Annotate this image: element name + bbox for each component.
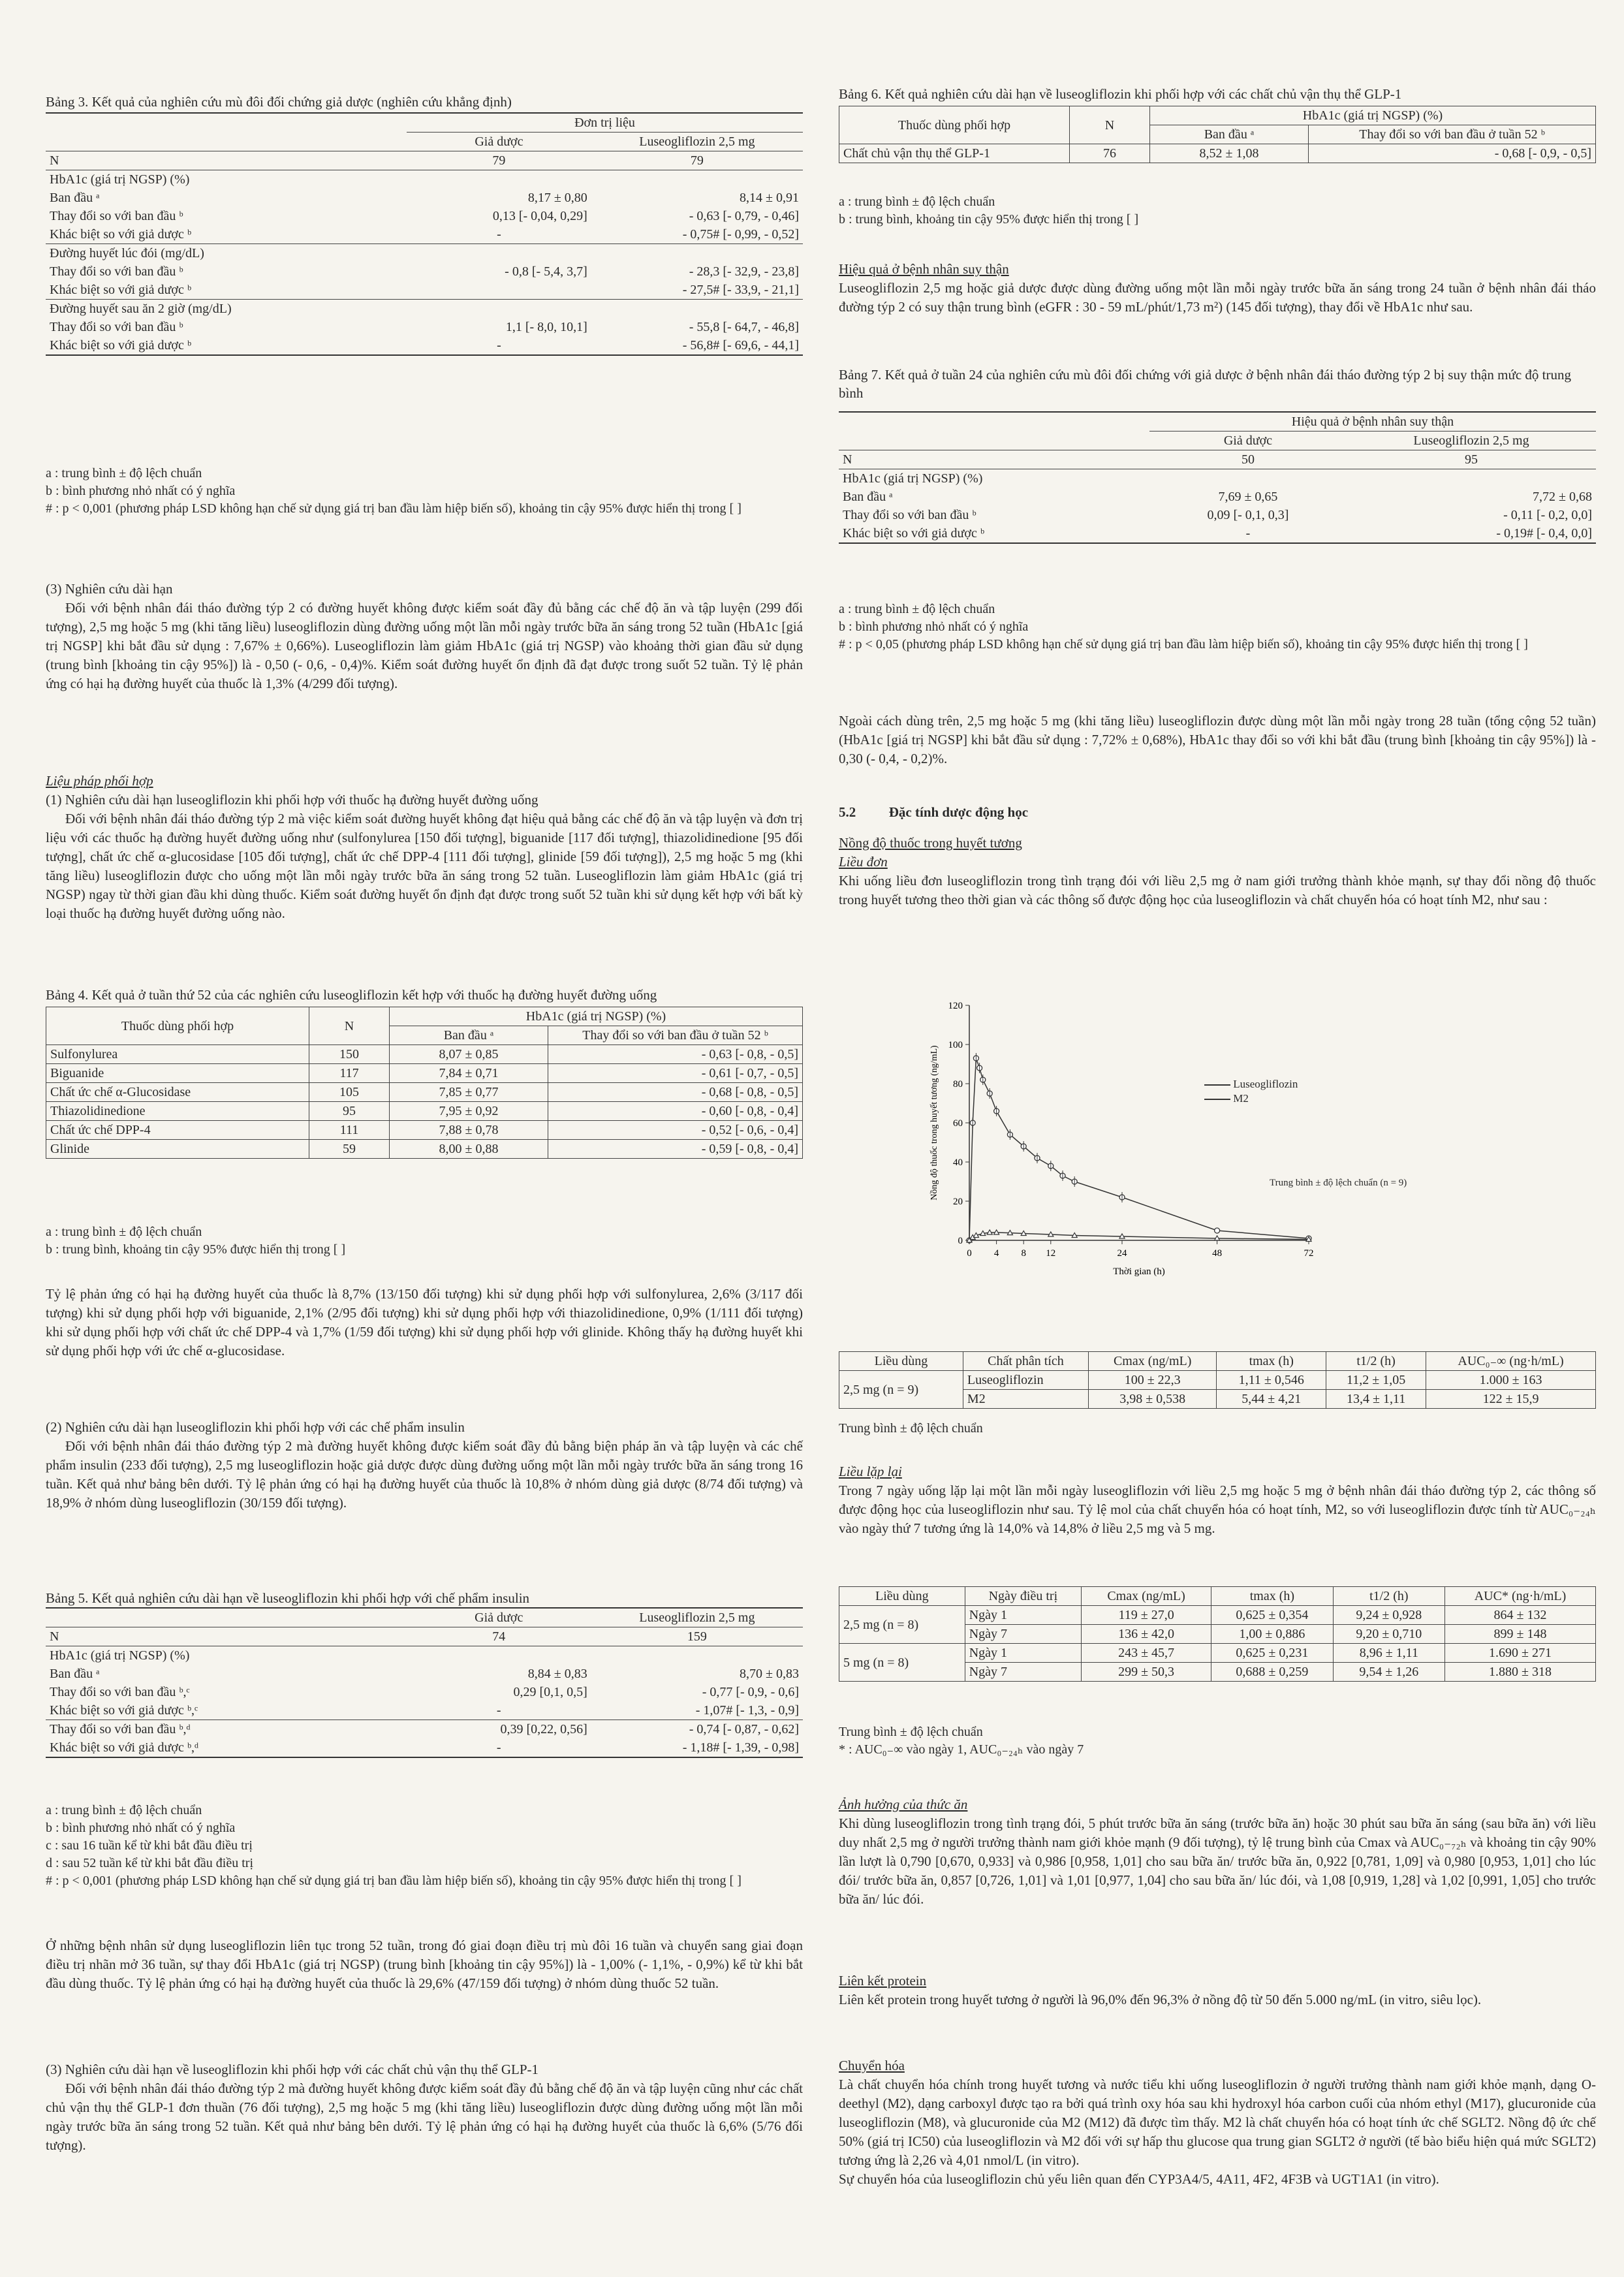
table3-cell: - 0,8 [- 5,4, 3,7] xyxy=(505,264,587,279)
table7-group: Hiệu quả ở bệnh nhân suy thận xyxy=(1149,412,1596,432)
table-cell: 11,2 ± 1,05 xyxy=(1326,1371,1426,1390)
table5-cell: - xyxy=(496,1740,501,1755)
note: Trung bình ± độ lệch chuẩn xyxy=(839,1725,983,1739)
table6-header: N xyxy=(1070,106,1150,144)
x-tick-label: 24 xyxy=(1117,1248,1127,1259)
table3-cell: - xyxy=(497,338,501,353)
section-text: Đối với bệnh nhân đái tháo đường týp 2 mà việc kiểm soát đường huyết không đạt hiệu quả bằng các chế độ ăn và tập luyện và đơn trị liệu với các thuốc hạ đường huyết đường uống như (sulfonylurea [150 đối tượng], biguanide [117 đối tượng], thiazolidinedione [95 đối tượng], chất ức chế α-glucosidase [105 đối tượng], chất ức chế DPP-4 [111 đối tượng], glinide [59 đối tượng]), 2,5 mg hoặc 5 mg (khi tăng liều) luseogliflozin được cho uống một lần mỗi ngày trước bữa ăn sáng trong 52 tuần. Luseogliflozin làm giảm HbA1c (giá trị NGSP) ngay từ thời gian đầu khi dùng thuốc. Kiểm soát đường huyết ổn định đạt được trong suốt 52 tuần khi sử dụng kết hợp với bất kỳ loại thuốc hạ đường huyết đường uống nào. xyxy=(46,811,803,921)
table5-col1: Giả dược xyxy=(407,1608,591,1627)
table5-notes xyxy=(46,1802,803,1890)
note: # : p < 0,001 (phương pháp LSD không hạn chế sử dụng giá trị ban đầu làm hiệp biến số), khoảng tin cậy 95% được hiển thị trong [ ] xyxy=(46,1874,742,1888)
table4-cell: - 0,59 [- 0,8, - 0,4] xyxy=(548,1140,803,1159)
section-text: Khi uống liều đơn luseogliflozin trong tình trạng đói với liều 2,5 mg ở nam giới trưởng thành khỏe mạnh, sự thay đổi nồng độ thuốc trong huyết tương theo thời gian và các thông số được động học của luseogliflozin và chất chuyển hóa có hoạt tính M2, như sau : xyxy=(839,873,1596,907)
table6 xyxy=(839,106,1596,163)
table5-caption: Bảng 5. Kết quả nghiên cứu dài hạn về luseogliflozin khi phối hợp với chế phẩm insulin xyxy=(46,1590,530,1606)
chart-legend xyxy=(1204,1077,1374,1106)
section-renal xyxy=(839,260,1596,317)
table-header: tmax (h) xyxy=(1217,1352,1326,1371)
table-cell: Luseogliflozin xyxy=(963,1371,1088,1390)
note: * : AUC₀₋∞ vào ngày 1, AUC₀₋₂₄ₕ vào ngày 7 xyxy=(839,1742,1084,1757)
table-header: Ngày điều trị xyxy=(965,1587,1081,1606)
table-header: Liều dùng xyxy=(839,1352,963,1371)
table-repeat-notes xyxy=(839,1723,1596,1759)
chart-annotation: Trung bình ± độ lệch chuẩn (n = 9) xyxy=(1270,1178,1407,1188)
y-tick-label: 100 xyxy=(948,1040,963,1050)
section-heading: Ảnh hưởng của thức ăn xyxy=(839,1797,968,1812)
table-cell: 0,625 ± 0,354 xyxy=(1211,1606,1333,1625)
table3-cell: - 0,75# [- 0,99, - 0,52] xyxy=(591,225,803,244)
table4-caption: Bảng 4. Kết quả ở tuần thứ 52 của các nghiên cứu luseogliflozin kết hợp với thuốc hạ đường huyết đường uống xyxy=(46,987,657,1003)
section-heading: (2) Nghiên cứu dài hạn luseogliflozin khi phối hợp với các chế phẩm insulin xyxy=(46,1419,465,1435)
table4-header: Ban đầu ᵃ xyxy=(390,1026,548,1045)
insulin-52w-text: Ở những bệnh nhân sử dụng luseogliflozin liên tục trong 52 tuần, trong đó giai đoạn điều trị mù đôi 16 tuần và chuyển sang giai đoạn điều trị nhãn mở 36 tuần, sự thay đổi HbA1c (giá trị NGSP) (trung bình [khoảng tin cậy 95%]) là - 1,00% (- 1,1%, - 0,9%) kể từ khi bắt đầu dùng thuốc. Tỷ lệ phản ứng có hại hạ đường huyết của thuốc là 29,6% (47/159 đối tượng) ở nhóm dùng thuốc 52 tuần. xyxy=(46,1938,803,1991)
table6-header: HbA1c (giá trị NGSP) (%) xyxy=(1150,106,1596,125)
table5-cell: 74 xyxy=(407,1627,591,1646)
table3-cell: Khác biệt so với giả dược ᵇ xyxy=(46,281,407,300)
table4-cell: 7,88 ± 0,78 xyxy=(390,1121,548,1140)
section-title: Đặc tính dược động học xyxy=(888,804,1029,820)
table7-cell: - xyxy=(1245,526,1251,541)
table3-cell: - xyxy=(407,225,591,244)
table-single-dose xyxy=(839,1351,1596,1409)
legend-item-luseo xyxy=(1204,1077,1374,1091)
note: a : trung bình ± độ lệch chuẩn xyxy=(46,466,202,480)
table-cell: 299 ± 50,3 xyxy=(1081,1663,1211,1682)
table-cell: 1.880 ± 318 xyxy=(1445,1663,1596,1682)
y-tick-label: 20 xyxy=(953,1197,963,1207)
legend-label: M2 xyxy=(1233,1092,1249,1105)
table-cell: Ngày 1 xyxy=(965,1606,1081,1625)
table7-caption: Bảng 7. Kết quả ở tuần 24 của nghiên cứu mù đôi đối chứng với giả dược ở bệnh nhân đái tháo đường týp 2 bị suy thận mức độ trung bình xyxy=(839,367,1571,401)
table3-cell: 8,14 ± 0,91 xyxy=(740,191,799,205)
table3-cell: 79 xyxy=(407,151,591,170)
table-cell: Ngày 1 xyxy=(965,1644,1081,1663)
table3-cell: Đường huyết sau ăn 2 giờ (mg/dL) xyxy=(50,302,232,316)
section-protein xyxy=(839,1971,1596,2009)
section-heading: Liều lặp lại xyxy=(839,1464,902,1479)
data-point-luseogliflozin xyxy=(1215,1228,1220,1233)
table3-cell: - 0,63 [- 0,79, - 0,46] xyxy=(689,209,799,223)
table-header: AUC* (ng·h/mL) xyxy=(1445,1587,1596,1606)
table3-cell: Khác biệt so với giả dược ᵇ xyxy=(46,225,407,244)
section-text: Trong 7 ngày uống lặp lại một lần mỗi ngày luseogliflozin với liều 2,5 mg hoặc 5 mg ở bệnh nhân đái tháo đường týp 2, các thông số được động học của luseogliflozin như sau. Tỷ lệ mol của chất chuyển hóa có hoạt tính, M2, so với luseogliflozin được tính từ AUC₀₋₂₄ₕ vào ngày thứ 7 tương ứng là 14,0% và 14,8% ở liều 2,5 mg và 5 mg. xyxy=(839,1483,1596,1536)
table4-cell: - 0,52 [- 0,6, - 0,4] xyxy=(548,1121,803,1140)
section-food xyxy=(839,1795,1596,1909)
table3-col1: Giả dược xyxy=(407,133,591,151)
table3-cell: Ban đầu ᵃ xyxy=(50,191,100,205)
section-heading: Liên kết protein xyxy=(839,1973,927,1988)
note: d : sau 52 tuần kể từ khi bắt đầu điều trị xyxy=(46,1856,253,1870)
x-axis-label: Thời gian (h) xyxy=(1113,1266,1165,1277)
x-tick-label: 12 xyxy=(1046,1248,1056,1259)
concentration-time-chart xyxy=(911,992,1354,1299)
table4-cell: Glinide xyxy=(46,1140,309,1159)
section-text: Đối với bệnh nhân đái tháo đường týp 2 mà đường huyết không được kiểm soát đầy đủ bằng chế độ ăn và tập luyện cũng như các chất chủ vận thụ thể GLP-1 đơn thuần (76 đối tượng), 2,5 mg hoặc 5 mg (khi tăng liều) luseogliflozin được dùng đường uống một lần mỗi ngày trước bữa ăn sáng trong 52 tuần. Kết quả như bảng bên dưới. Tỷ lệ phản ứng có hại hạ đường huyết của thuốc là 6,6% (5/76 đối tượng). xyxy=(46,2081,803,2153)
table4-cell: - 0,68 [- 0,8, - 0,5] xyxy=(548,1083,803,1102)
table4-cell: Chất ức chế DPP-4 xyxy=(46,1121,309,1140)
table-cell: 136 ± 42,0 xyxy=(1081,1625,1211,1644)
table3-cell: - 55,8 [- 64,7, - 46,8] xyxy=(689,320,799,334)
table3-cell: 1,1 [- 8,0, 10,1] xyxy=(505,320,587,334)
section-long-term xyxy=(46,580,803,693)
table4-cell: Biguanide xyxy=(46,1064,309,1083)
table-cell: 0,625 ± 0,231 xyxy=(1211,1644,1333,1663)
section-heading: Hiệu quả ở bệnh nhân suy thận xyxy=(839,261,1009,277)
table7-cell: Thay đổi so với ban đầu ᵇ xyxy=(843,508,976,522)
table3-cell: Đường huyết lúc đói (mg/dL) xyxy=(50,246,204,260)
table4-cell: 7,84 ± 0,71 xyxy=(390,1064,548,1083)
table4-cell: 150 xyxy=(309,1045,390,1064)
table4 xyxy=(46,1007,803,1159)
table3-cell: - 56,8# [- 69,6, - 44,1] xyxy=(682,338,799,353)
table3-cell: 8,17 ± 0,80 xyxy=(527,191,587,205)
table6-header: Thuốc dùng phối hợp xyxy=(839,106,1070,144)
section-heading: Chuyển hóa xyxy=(839,2058,905,2073)
table4-cell: 7,95 ± 0,92 xyxy=(390,1102,548,1121)
y-tick-label: 40 xyxy=(953,1157,963,1168)
table5-cell: Thay đổi so với ban đầu ᵇ,ᶜ xyxy=(50,1685,190,1699)
table4-cell: - 0,60 [- 0,8, - 0,4] xyxy=(548,1102,803,1121)
section-combination xyxy=(46,772,803,923)
table4-cell: 8,00 ± 0,88 xyxy=(390,1140,548,1159)
table-single-note: Trung bình ± độ lệch chuẩn xyxy=(839,1421,983,1436)
legend-item-m2 xyxy=(1204,1091,1374,1106)
note: b : bình phương nhỏ nhất có ý nghĩa xyxy=(839,620,1029,634)
table7-cell: 0,09 [- 0,1, 0,3] xyxy=(1207,508,1289,522)
table3-cell: Thay đổi so với ban đầu ᵇ xyxy=(50,320,183,334)
section-pk xyxy=(839,803,1596,909)
table5-cell: - 0,74 [- 0,87, - 0,62] xyxy=(689,1722,799,1736)
table4-header: N xyxy=(309,1007,390,1045)
table5-cell: - 1,07# [- 1,3, - 0,9] xyxy=(591,1701,803,1720)
table-repeat-dose xyxy=(839,1586,1596,1682)
x-tick-label: 72 xyxy=(1304,1248,1314,1259)
table5-cell: - 0,77 [- 0,9, - 0,6] xyxy=(702,1685,799,1699)
section-heading: (3) Nghiên cứu dài hạn xyxy=(46,581,173,597)
section-insulin xyxy=(46,1418,803,1513)
note: b : bình phương nhỏ nhất có ý nghĩa xyxy=(46,484,236,498)
table-cell: Ngày 7 xyxy=(965,1663,1081,1682)
x-tick-label: 8 xyxy=(1021,1248,1026,1259)
note: # : p < 0,05 (phương pháp LSD không hạn chế sử dụng giá trị ban đầu làm hiệp biến số), khoảng tin cậy 95% được hiển thị trong [ ] xyxy=(839,637,1528,652)
table7-cell: 7,72 ± 0,68 xyxy=(1533,490,1592,504)
table3-cell: - 27,5# [- 33,9, - 21,1] xyxy=(591,281,803,300)
table7-cell: N xyxy=(839,450,1149,469)
y-tick-label: 120 xyxy=(948,1001,963,1011)
table7-cell: Ban đầu ᵃ xyxy=(843,490,893,504)
table4-cell: 95 xyxy=(309,1102,390,1121)
section-text: Đối với bệnh nhân đái tháo đường týp 2 có đường huyết không được kiểm soát đầy đủ bằng các chế độ ăn và tập luyện (299 đối tượng), 2,5 mg hoặc 5 mg (khi tăng liều) luseogliflozin dùng đường uống một lần mỗi ngày trước bữa ăn sáng trong 52 tuần (HbA1c [giá trị NGSP] khi bắt đầu sử dụng : 7,67% ± 0,66%). Luseogliflozin làm giảm HbA1c (giá trị NGSP) vào khoảng thời gian đầu sử dụng (trung bình [khoảng tin cậy 95%]) là - 0,50 (- 0,6, - 0,4)%. Kiểm soát đường huyết ổn định đã đạt được trong suốt 52 tuần. Tỷ lệ phản ứng có hại hạ đường huyết của thuốc là 1,3% (4/299 đối tượng). xyxy=(46,600,803,691)
section-text: Là chất chuyển hóa chính trong huyết tương và nước tiểu khi uống luseogliflozin ở người trưởng thành nam giới khỏe mạnh, dạng O-deethyl (M2), dạng carboxyl được tạo ra bởi quá trình oxy hóa sau khi hydroxyl hóa carbon cuối của nhóm ethyl (M17), glucuronide của luseogliflozin (M8), và glucuronide của M2 (M12) đã được tìm thấy. M2 là chất chuyển hóa có hoạt tính ức chế SGLT2. Nồng độ ức chế 50% (giá trị IC50) của luseogliflozin và M2 đối với sự hấp thu glucose qua trung gian SGLT2 ở người (tế bào biểu hiện quá mức SGLT2) tương ứng là 2,26 và 4,01 nmol/L (in vitro). xyxy=(839,2077,1596,2168)
table3-cell: HbA1c (giá trị NGSP) (%) xyxy=(50,172,190,187)
x-tick-label: 48 xyxy=(1212,1248,1223,1259)
table3-cell: N xyxy=(46,151,407,170)
table7-cell: - 0,19# [- 0,4, 0,0] xyxy=(1496,526,1592,541)
table-cell: 13,4 ± 1,11 xyxy=(1326,1390,1426,1409)
table-cell: M2 xyxy=(963,1390,1088,1409)
note: a : trung bình ± độ lệch chuẩn xyxy=(839,602,995,616)
table4-header: Thay đổi so với ban đầu ở tuần 52 ᵇ xyxy=(548,1026,803,1045)
y-axis-label: Nồng độ thuốc trong huyết tương (ng/mL) xyxy=(929,1045,939,1201)
table4-cell: Chất ức chế α-Glucosidase xyxy=(46,1083,309,1102)
x-tick-label: 0 xyxy=(967,1248,972,1259)
table-cell: 9,24 ± 0,928 xyxy=(1333,1606,1444,1625)
table-header: Cmax (ng/mL) xyxy=(1089,1352,1217,1371)
table7-cell: HbA1c (giá trị NGSP) (%) xyxy=(843,471,983,486)
table5-cell: Khác biệt so với giả dược ᵇ,ᵈ xyxy=(50,1740,199,1755)
section-subheading: Nồng độ thuốc trong huyết tương xyxy=(839,835,1022,851)
table3-cell: 0,13 [- 0,04, 0,29] xyxy=(492,209,587,223)
table5-cell: 0,39 [0,22, 0,56] xyxy=(500,1722,587,1736)
table5-cell: - 1,18# [- 1,39, - 0,98] xyxy=(682,1740,799,1755)
table-cell: 5,44 ± 4,21 xyxy=(1217,1390,1326,1409)
table7-cell: Khác biệt so với giả dược ᵇ xyxy=(843,526,985,541)
table3-caption: Bảng 3. Kết quả của nghiên cứu mù đôi đối chứng giả dược (nghiên cứu khẳng định) xyxy=(46,94,512,110)
table4-notes xyxy=(46,1223,803,1259)
table-header: AUC₀₋∞ (ng·h/mL) xyxy=(1426,1352,1596,1371)
section-heading: (3) Nghiên cứu dài hạn về luseogliflozin khi phối hợp với các chất chủ vận thụ thể GLP-1 xyxy=(46,2062,539,2077)
table3-cell xyxy=(407,281,591,300)
table-cell: 0,688 ± 0,259 xyxy=(1211,1663,1333,1682)
table-cell: 1,11 ± 0,546 xyxy=(1217,1371,1326,1390)
y-tick-label: 80 xyxy=(953,1079,963,1090)
table3 xyxy=(46,112,803,356)
table3-notes xyxy=(46,465,803,518)
table-header: tmax (h) xyxy=(1211,1587,1333,1606)
section-repeat xyxy=(839,1462,1596,1538)
table-header: t1/2 (h) xyxy=(1333,1587,1444,1606)
y-tick-label: 60 xyxy=(953,1118,963,1129)
section-text: Sự chuyển hóa của luseogliflozin chủ yếu liên quan đến CYP3A4/5, 4A11, 4F2, 4F3B và UGT1A1 (in vitro). xyxy=(839,2171,1439,2187)
note: b : trung bình, khoảng tin cậy 95% được hiển thị trong [ ] xyxy=(46,1242,346,1257)
table4-header: HbA1c (giá trị NGSP) (%) xyxy=(390,1007,803,1026)
section-heading: Liệu pháp phối hợp xyxy=(46,773,153,789)
table4-cell: 111 xyxy=(309,1121,390,1140)
table4-cell: Thiazolidinedione xyxy=(46,1102,309,1121)
table7-notes xyxy=(839,601,1596,653)
table5-cell: 8,84 ± 0,83 xyxy=(527,1667,587,1681)
table7-cell: 50 xyxy=(1149,450,1347,469)
table5-cell: N xyxy=(46,1627,407,1646)
table3-col2: Luseogliflozin 2,5 mg xyxy=(591,133,803,151)
section-metabolism xyxy=(839,2056,1596,2189)
table6-header: Ban đầu ᵃ xyxy=(1150,125,1309,144)
table7-col1: Giả dược xyxy=(1149,432,1347,450)
note: b : bình phương nhỏ nhất có ý nghĩa xyxy=(46,1821,236,1835)
table-cell: 3,98 ± 0,538 xyxy=(1089,1390,1217,1409)
table6-notes xyxy=(839,193,1596,228)
table-cell: 864 ± 132 xyxy=(1445,1606,1596,1625)
table7-col2: Luseogliflozin 2,5 mg xyxy=(1347,432,1596,450)
table6-cell: 76 xyxy=(1070,144,1150,163)
table4-cell: 117 xyxy=(309,1064,390,1083)
table4-cell: 8,07 ± 0,85 xyxy=(390,1045,548,1064)
legend-label: Luseogliflozin xyxy=(1233,1078,1298,1090)
table5-cell: 159 xyxy=(591,1627,803,1646)
table-header: t1/2 (h) xyxy=(1326,1352,1426,1371)
section-glp1 xyxy=(46,2060,803,2155)
note: b : trung bình, khoảng tin cậy 95% được hiển thị trong [ ] xyxy=(839,212,1139,227)
table-cell: 119 ± 27,0 xyxy=(1081,1606,1211,1625)
table6-header: Thay đổi so với ban đầu ở tuần 52 ᵇ xyxy=(1309,125,1596,144)
table-header: Liều dùng xyxy=(839,1587,965,1606)
section-heading xyxy=(839,803,1596,822)
table3-cell: Thay đổi so với ban đầu ᵇ xyxy=(50,209,183,223)
table7-cell: - 0,11 [- 0,2, 0,0] xyxy=(1503,508,1592,522)
table-cell: 9,20 ± 0,710 xyxy=(1333,1625,1444,1644)
note: a : trung bình ± độ lệch chuẩn xyxy=(839,195,995,209)
table4-cell: - 0,63 [- 0,8, - 0,5] xyxy=(548,1045,803,1064)
table3-cell: - 28,3 [- 32,9, - 23,8] xyxy=(689,264,799,279)
hypoglycemia-text: Tỷ lệ phản ứng có hại hạ đường huyết của thuốc là 8,7% (13/150 đối tượng) khi sử dụng phối hợp với sulfonylurea, 2,6% (3/117 đối tượng) khi sử dụng phối hợp với biguanide, 2,1% (2/95 đối tượng) khi sử dụng phối hợp với thiazolidinedione, 0,9% (1/111 đối tượng) khi sử dụng phối hợp với chất ức chế DPP-4 và 1,7% (1/59 đối tượng) khi sử dụng phối hợp với glinide. Không thấy hạ đường huyết khi sử dụng phối hợp với ức chế α-glucosidase. xyxy=(46,1286,803,1358)
table-cell: 122 ± 15,9 xyxy=(1426,1390,1596,1409)
table7 xyxy=(839,411,1596,544)
table5-cell: Khác biệt so với giả dược ᵇ,ᶜ xyxy=(46,1701,407,1720)
table4-cell: Sulfonylurea xyxy=(46,1045,309,1064)
table4-header: Thuốc dùng phối hợp xyxy=(46,1007,309,1045)
note: c : sau 16 tuần kể từ khi bắt đầu điều trị xyxy=(46,1838,253,1853)
table-cell: 8,96 ± 1,11 xyxy=(1333,1644,1444,1663)
note: # : p < 0,001 (phương pháp LSD không hạn chế sử dụng giá trị ban đầu làm hiệp biến số), khoảng tin cậy 95% được hiển thị trong [ ] xyxy=(46,501,742,516)
table4-cell: 7,85 ± 0,77 xyxy=(390,1083,548,1102)
table-cell: 243 ± 45,7 xyxy=(1081,1644,1211,1663)
table-cell: 2,5 mg (n = 8) xyxy=(839,1606,965,1644)
table-cell: 100 ± 22,3 xyxy=(1089,1371,1217,1390)
table-header: Chất phân tích xyxy=(963,1352,1088,1371)
section-text: Khi dùng luseogliflozin trong tình trạng đói, 5 phút trước bữa ăn sáng (trước bữa ăn) hoặc 30 phút sau bữa ăn sáng (sau bữa ăn) với liều duy nhất 2,5 mg ở người trưởng thành nam giới khỏe mạnh (9 đối tượng), tỷ lệ trung bình của Cmax và AUC₀₋₇₂ₕ và khoảng tin cậy 90% lần lượt là 0,790 [0,670, 0,933] và 0,986 [0,958, 1,01] cho sau bữa ăn/ trước bữa ăn, 0,922 [0,781, 1,09] và 0,980 [0,953, 1,01] cho lúc đói/ trước bữa ăn, 0,857 [0,726, 1,01] và 1,01 [0,977, 1,04] cho sau bữa ăn/ lúc đói, và 1,08 [0,919, 1,28] và 1,02 [0,991, 1,05] cho trước bữa ăn/ lúc đói. xyxy=(839,1815,1596,1907)
section-subheading: Liều đơn xyxy=(839,854,888,870)
table-cell: 9,54 ± 1,26 xyxy=(1333,1663,1444,1682)
chart-svg xyxy=(911,992,1354,1299)
table-cell: 899 ± 148 xyxy=(1445,1625,1596,1644)
section-subheading: (1) Nghiên cứu dài hạn luseogliflozin khi phối hợp với thuốc hạ đường huyết đường uống xyxy=(46,792,539,808)
x-tick-label: 4 xyxy=(993,1248,999,1259)
table3-cell: Thay đổi so với ban đầu ᵇ xyxy=(50,264,183,279)
table5-col2: Luseogliflozin 2,5 mg xyxy=(591,1608,803,1627)
table5-cell: Ban đầu ᵃ xyxy=(50,1667,100,1681)
table-cell: 1.690 ± 271 xyxy=(1445,1644,1596,1663)
table4-cell: 59 xyxy=(309,1140,390,1159)
renal-52w-text: Ngoài cách dùng trên, 2,5 mg hoặc 5 mg (khi tăng liều) luseogliflozin được dùng một lần mỗi ngày trong 28 tuần (tổng cộng 52 tuần) (HbA1c [giá trị NGSP] khi bắt đầu sử dụng : 7,72% ± 0,68%), HbA1c thay đổi so với khi bắt đầu (trung bình [khoảng tin cậy 95%]) là - 0,30 (- 0,4, - 0,2)%. xyxy=(839,713,1596,766)
note: a : trung bình ± độ lệch chuẩn xyxy=(46,1225,202,1239)
table5-cell: 8,70 ± 0,83 xyxy=(740,1667,799,1681)
table-cell: 1.000 ± 163 xyxy=(1426,1371,1596,1390)
table6-cell: - 0,68 [- 0,9, - 0,5] xyxy=(1309,144,1596,163)
table-cell: 1,00 ± 0,886 xyxy=(1211,1625,1333,1644)
table3-cell: 79 xyxy=(591,151,803,170)
table6-cell: 8,52 ± 1,08 xyxy=(1150,144,1309,163)
table-cell: Ngày 7 xyxy=(965,1625,1081,1644)
table7-cell: 7,69 ± 0,65 xyxy=(1218,490,1278,504)
table3-cell: Khác biệt so với giả dược ᵇ xyxy=(50,338,192,353)
table-cell: 2,5 mg (n = 9) xyxy=(839,1371,963,1409)
table4-cell: - 0,61 [- 0,7, - 0,5] xyxy=(548,1064,803,1083)
table7-cell: 95 xyxy=(1347,450,1596,469)
table5 xyxy=(46,1607,803,1758)
section-text: Đối với bệnh nhân đái tháo đường týp 2 mà đường huyết không được kiểm soát đầy đủ bằng biện pháp ăn và tập luyện và các chế phẩm insulin (233 đối tượng), 2,5 mg luseogliflozin hoặc giả dược được dùng đường uống một lần mỗi ngày trước bữa ăn sáng trong 16 tuần. Kết quả như bảng bên dưới. Tỷ lệ phản ứng có hại hạ đường huyết của thuốc là 10,8% ở nhóm dùng giả dược (8/74 đối tượng) và 18,9% ở nhóm dùng luseogliflozin (30/159 đối tượng). xyxy=(46,1438,803,1511)
y-tick-label: 0 xyxy=(958,1236,963,1246)
table6-cell: Chất chủ vận thụ thể GLP-1 xyxy=(839,144,1070,163)
table5-cell: 0,29 [0,1, 0,5] xyxy=(513,1685,587,1699)
section-number: 5.2 xyxy=(839,804,856,820)
table4-cell: 105 xyxy=(309,1083,390,1102)
table3-group: Đơn trị liệu xyxy=(407,113,803,133)
table-header: Cmax (ng/mL) xyxy=(1081,1587,1211,1606)
section-text: Luseogliflozin 2,5 mg hoặc giả dược được dùng đường uống một lần mỗi ngày trước bữa ăn sáng trong 24 tuần ở bệnh nhân đái tháo đường týp 2 có suy thận trung bình (eGFR : 30 - 59 mL/phút/1,73 m²) (145 đối tượng), thay đổi về HbA1c như sau. xyxy=(839,280,1596,315)
table5-cell: Thay đổi so với ban đầu ᵇ,ᵈ xyxy=(50,1722,191,1736)
table-cell: 5 mg (n = 8) xyxy=(839,1644,965,1682)
note: a : trung bình ± độ lệch chuẩn xyxy=(46,1803,202,1817)
section-text: Liên kết protein trong huyết tương ở người là 96,0% đến 96,3% ở nồng độ từ 50 đến 5.000 ng/mL (in vitro, siêu lọc). xyxy=(839,1992,1482,2007)
table5-cell: HbA1c (giá trị NGSP) (%) xyxy=(50,1648,190,1663)
table5-cell: - xyxy=(407,1701,591,1720)
table6-caption: Bảng 6. Kết quả nghiên cứu dài hạn về luseogliflozin khi phối hợp với các chất chủ vận thụ thể GLP-1 xyxy=(839,86,1402,102)
